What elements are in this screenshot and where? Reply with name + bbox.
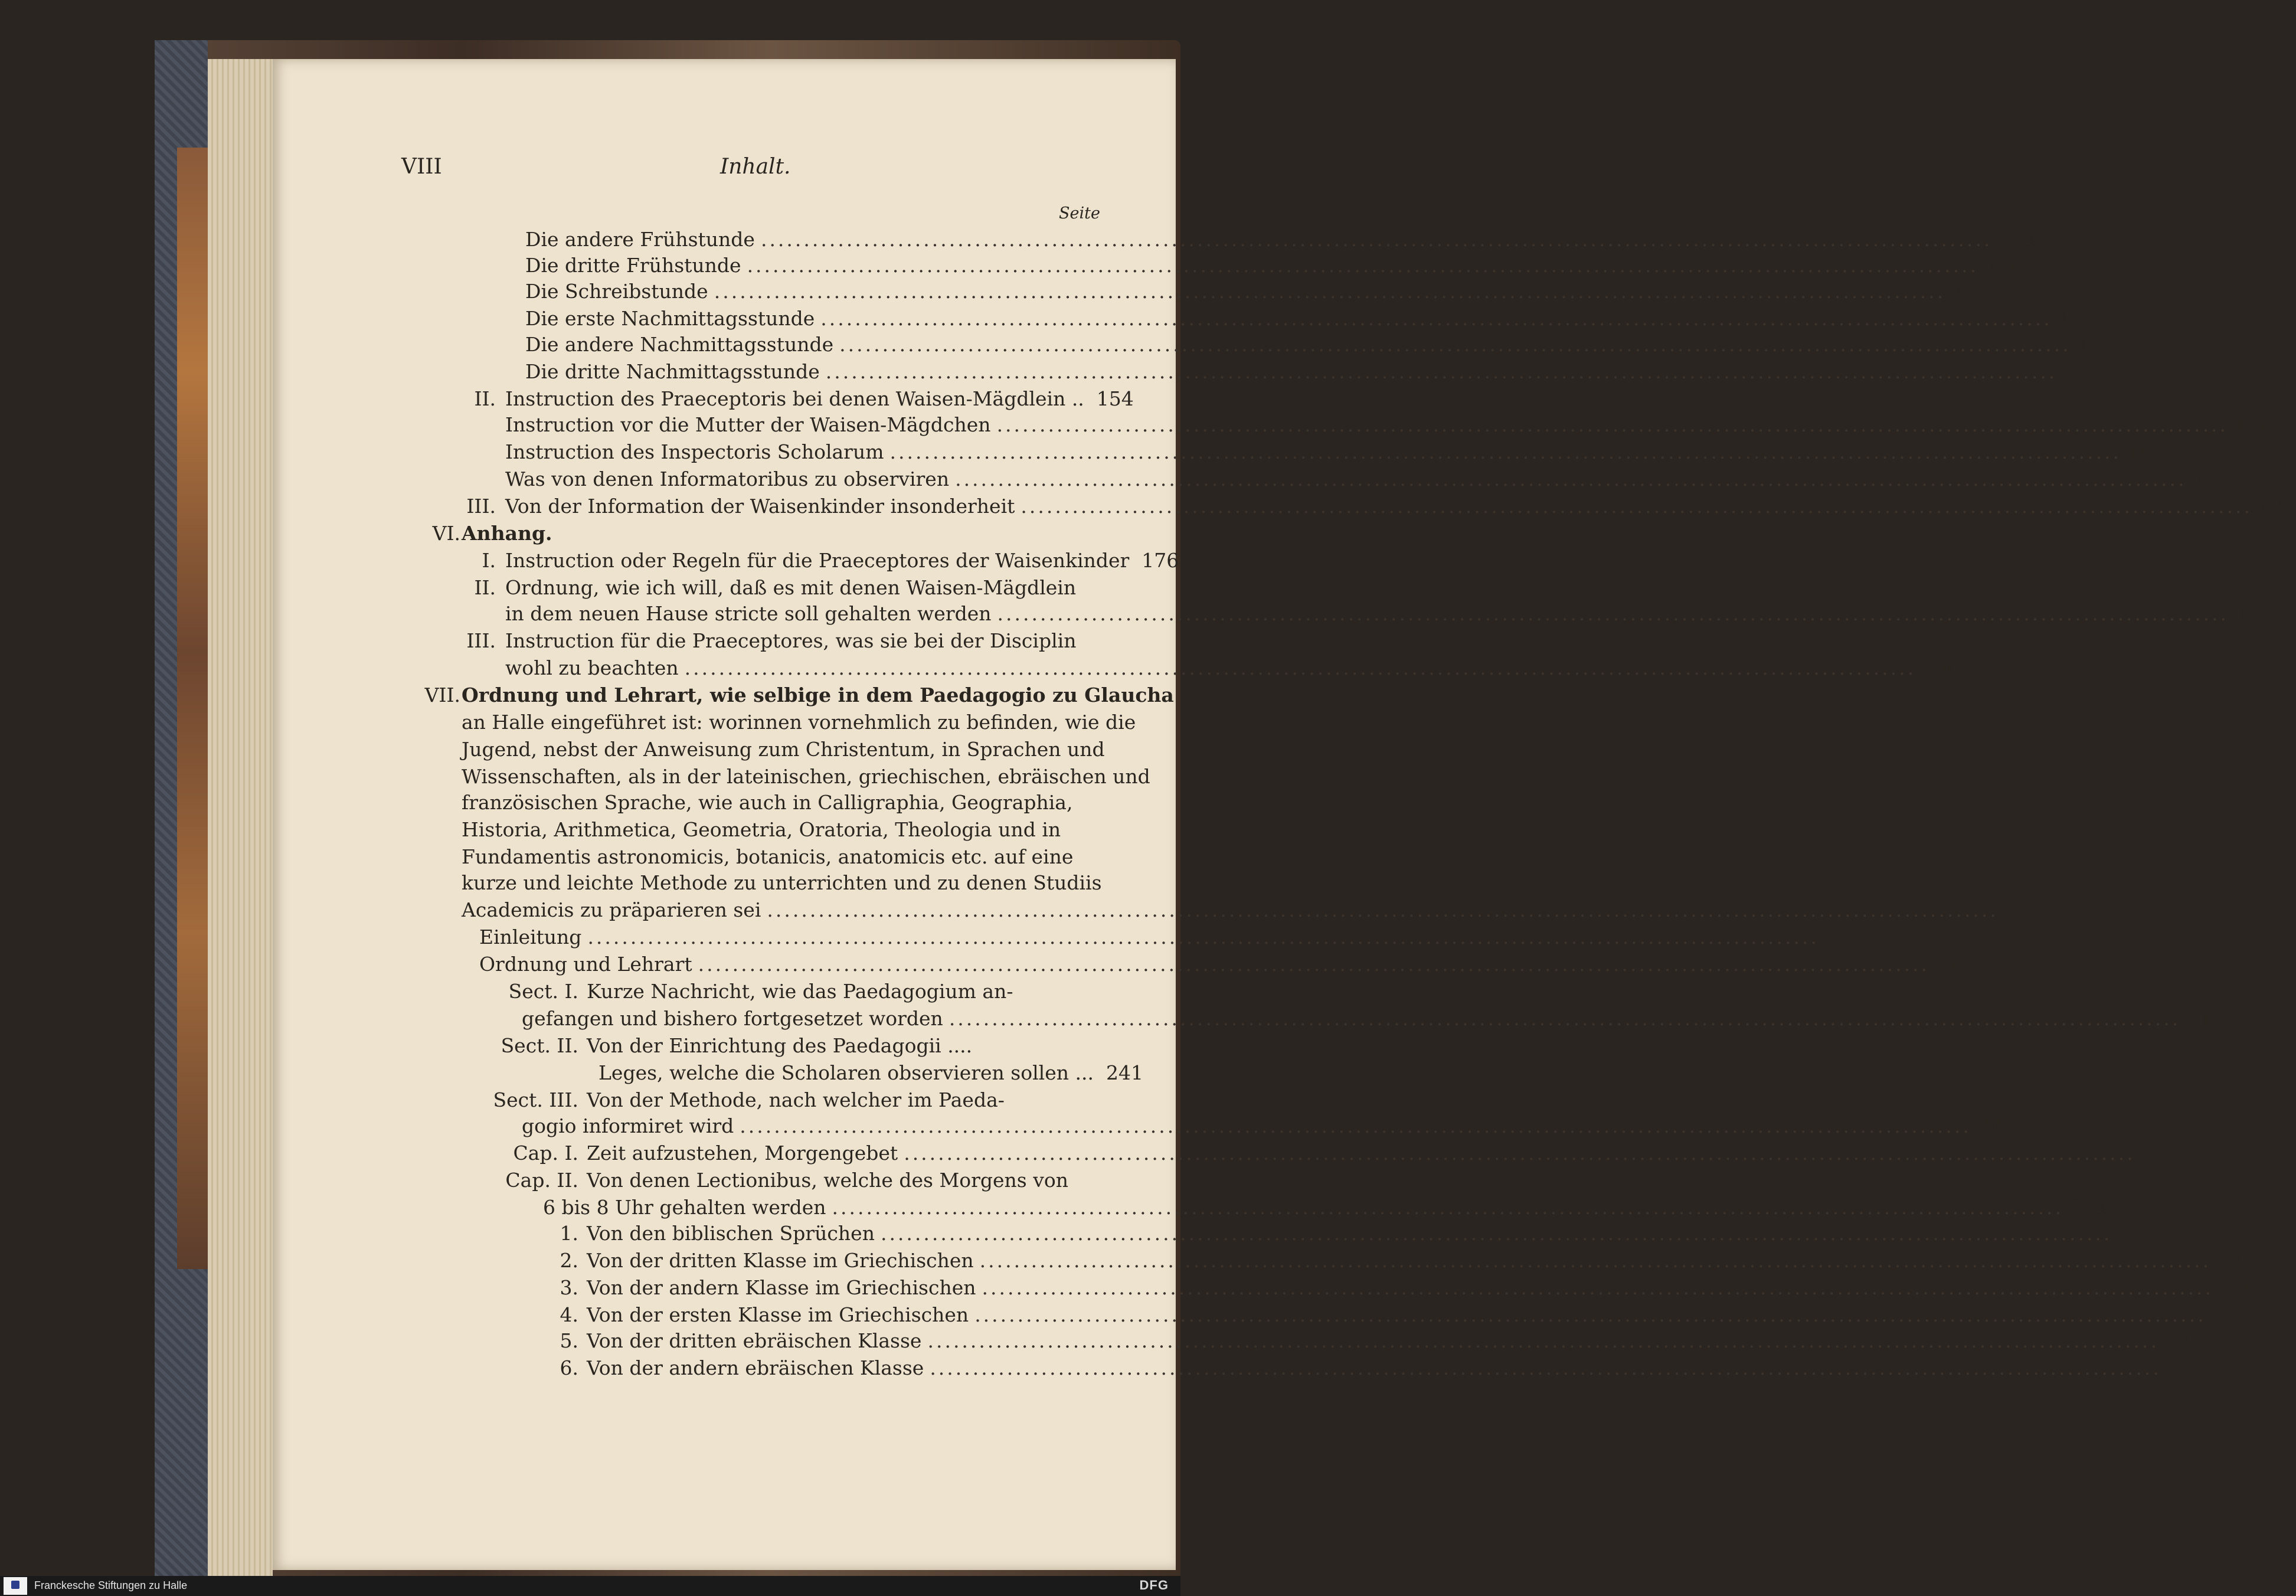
toc-entry: 6 bis 8 Uhr gehalten werden ..... 244 [543,1195,1104,1221]
toc-label: 2. [560,1249,578,1272]
page-title: Inhalt. [720,155,791,179]
toc-entry: Zeit aufzustehen, Morgengebet ..... 243 [587,1140,1104,1166]
toc-entry-text: französischen Sprache, wie auch in Calligraphia, Geographia, [462,791,1073,814]
toc-entry: Leges, welche die Scholaren observieren sollen ... 241 [598,1061,1143,1084]
toc-entry-text: Jugend, nebst der Anweisung zum Christentum, in Sprachen und [462,738,1105,761]
page-number: VIII [401,155,442,179]
toc-entry: Academicis zu präparieren sei ..... 205 [462,897,1104,923]
toc-entry: Die Schreibstunde ..... 133 [525,279,1104,305]
toc-entry: Instruction des Inspectoris Scholarum ..... 160 [505,439,1104,465]
toc-entry-text: Wissenschaften, als in der lateinischen, griechischen, ebräischen und [462,765,1150,788]
dfg-logo: DFG [1139,1578,1169,1592]
toc-label: II. [474,576,496,599]
toc-entry: Von der Einrichtung des Paedagogii .... 219 [587,1034,2254,1057]
toc-entry-text: an Halle eingeführet ist: worinnen vornehmlich zu befinden, wie die [462,711,1136,734]
toc-label: Sect. I. [508,980,578,1003]
toc-entry: Von der andern ebräischen Klasse ..... 249 [587,1355,1104,1381]
toc-entry: Von der andern Klasse im Griechischen ..... 246 [587,1275,1104,1301]
toc-entry-text: Von der Methode, nach welcher im Paeda- [587,1088,1005,1111]
toc-label: 5. [560,1329,578,1352]
toc-entry: Von der dritten Klasse im Griechischen ..... 245 [587,1248,1104,1274]
toc-entry: gogio informiret wird ..... 243 [522,1113,1104,1139]
institution-logo [4,1577,27,1595]
toc-entry: Was von denen Informatoribus zu observiren ..... 161 [505,466,1104,492]
toc-entry: Instruction des Praeceptoris bei denen Waisen-Mägdlein .. 154 [505,387,1134,410]
toc-entry: Die dritte Nachmittagsstunde ..... 152 [525,359,1104,385]
toc-label: I. [482,549,496,572]
section-heading: Anhang. [462,522,552,545]
toc-entry: Von den biblischen Sprüchen ..... 244 [587,1221,1104,1247]
toc-entry-text: Von denen Lectionibus, welche des Morgens von [587,1169,1068,1192]
toc-entry: Von der Information der Waisenkinder insonderheit ..... 172 [505,493,1104,519]
toc-entry: Instruction vor die Mutter der Waisen-Mägdchen ..... 156 [505,412,1104,438]
toc-entry: Die erste Nachmittagsstunde ..... 141 [525,306,1104,332]
toc-label: VII. [424,683,460,707]
marbled-edge [177,148,212,1269]
toc-entry: Von der dritten ebräischen Klasse ..... 248 [587,1328,1104,1354]
toc-entry-text: Ordnung, wie ich will, daß es mit denen Waisen-Mägdlein [505,576,1077,599]
toc-entry: Instruction oder Regeln für die Praeceptores der Waisenkinder 176 [505,549,1179,572]
toc-entry: Ordnung und Lehrart ..... 217 [479,951,1104,977]
toc-label: Sect. III. [493,1088,578,1111]
toc-label: III. [466,495,496,518]
toc-label: VI. [432,522,460,545]
seite-label: Seite [1059,204,1100,223]
toc-label: Cap. I. [513,1142,578,1165]
toc-entry: gefangen und bishero fortgesetzet worden ..... 217 [522,1006,1104,1032]
toc-entry-text: Ordnung und Lehrart, wie selbige in dem Paedagogio zu Glaucha [462,683,1174,707]
toc-entry-text: Instruction für die Praeceptores, was sie bei der Disciplin [505,629,1077,652]
toc-label: 3. [560,1276,578,1299]
toc-label: III. [466,629,496,652]
toc-label: Sect. II. [501,1034,578,1057]
toc-entry: in dem neuen Hause stricte soll gehalten werden ..... 187 [505,601,1104,627]
toc-entry-text: kurze und leichte Methode zu unterrichten und zu denen Studiis [462,871,1102,894]
toc-entry-text: Fundamentis astronomicis, botanicis, anatomicis etc. auf eine [462,845,1074,868]
toc-label: 4. [560,1303,578,1326]
viewer-footer [0,1576,1180,1596]
toc-entry-text: Historia, Arithmetica, Geometria, Oratoria, Theologia und in [462,818,1061,841]
toc-entry: Die andere Nachmittagsstunde ..... 150 [525,332,1104,358]
toc-label: II. [474,387,496,410]
toc-entry: Einleitung ..... 207 [479,924,1104,950]
page-edges [208,59,273,1576]
toc-label: Cap. II. [505,1169,578,1192]
toc-entry: Die dritte Frühstunde ..... 130 [525,253,1104,279]
toc-label: 1. [560,1222,578,1245]
institution-name: Franckesche Stiftungen zu Halle [34,1579,188,1591]
toc-label: 6. [560,1356,578,1379]
toc-entry-text: Kurze Nachricht, wie das Paedagogium an- [587,980,1013,1003]
toc-entry: wohl zu beachten ..... 190 [505,655,1104,681]
toc-entry: Von der ersten Klasse im Griechischen ..... 247 [587,1302,1104,1328]
toc-entry: Die andere Frühstunde ..... 124 [525,227,1104,253]
